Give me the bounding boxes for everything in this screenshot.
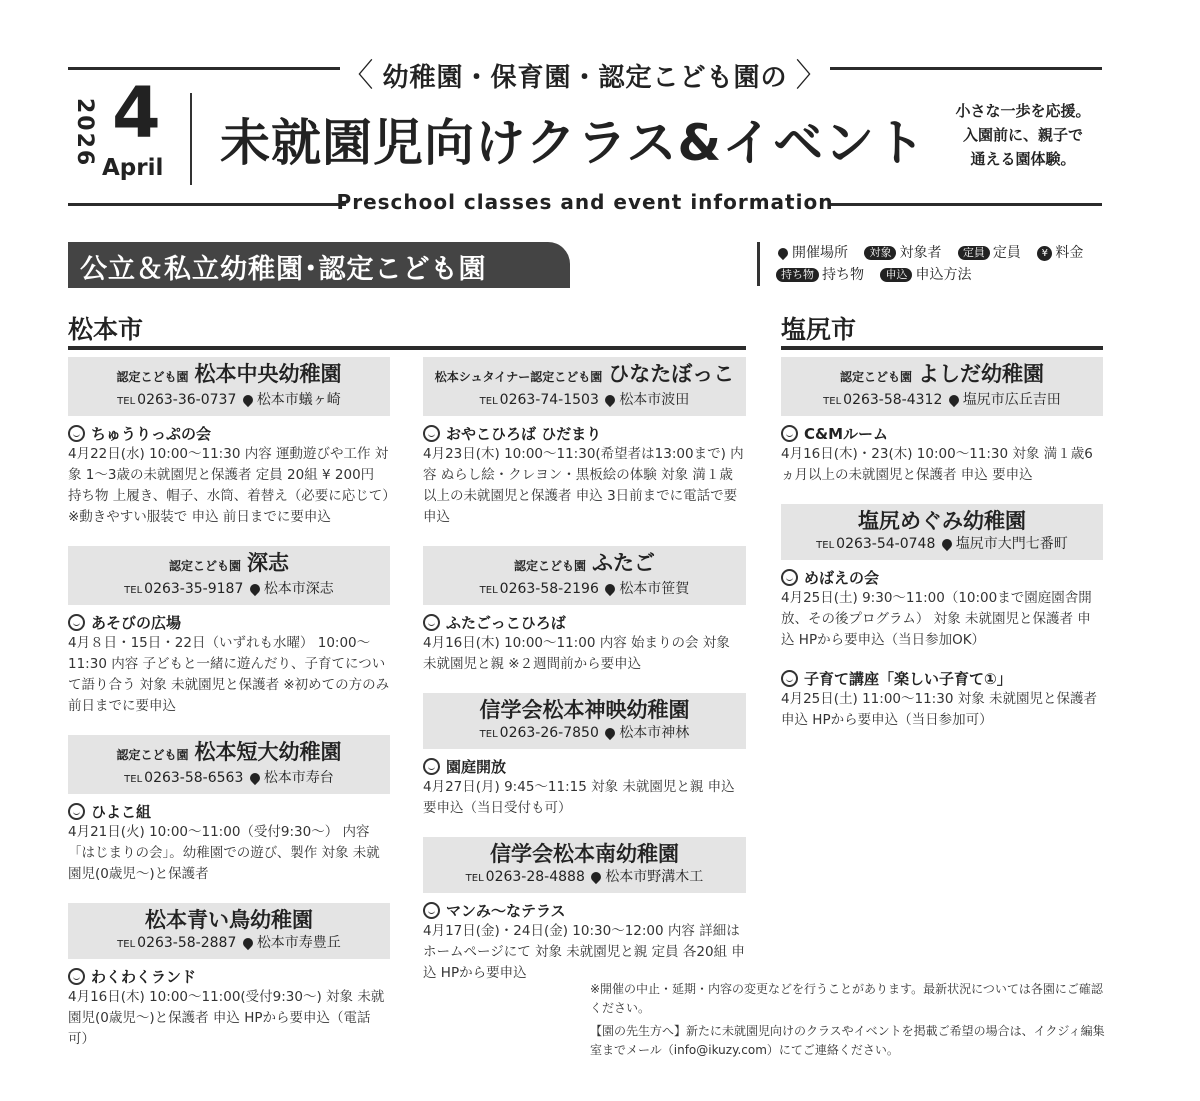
kindergarten-category: 認定こども園 [116,370,189,384]
issue-year: 2026 [72,98,97,168]
legend-target: 対象者 [899,245,942,261]
kindergarten-name-row [423,360,746,391]
kindergarten-address: 塩尻市大門七番町 [955,536,1068,552]
kindergarten-header [781,357,1103,416]
phone-label: TEL [479,396,498,407]
phone-label: TEL [816,540,835,551]
kindergarten-phone: 0263-58-6563 [144,770,244,786]
event-item [423,901,746,984]
kindergarten-phone: 0263-74-1503 [499,392,599,408]
event-details: 4月16日(木) 10:00〜11:00 内容 始まりの会 対象 未就園児と親 ※２週間前から要申込 [423,635,730,672]
legend-items: 持ち物 [822,267,864,283]
event-item [423,424,746,528]
kindergarten-name: ふたご [592,551,655,575]
event-item [68,967,390,1050]
kindergarten-name: よしだ幼稚園 [918,362,1044,386]
event-details: 4月22日(水) 10:00〜11:30 内容 運動遊びや工作 対象 1〜3歳の未就園児と保護者 定員 20組 ¥ 200円 持ち物 上履き、帽子、水筒、着替え（必要に応じて）※動きやすい服装で 申込 前日までに要申込 [68,446,390,525]
event-details: 4月16日(木)・23(木) 10:00〜11:30 対象 満１歳6ヵ月以上の未就園児と保護者 申込 要申込 [781,446,1093,483]
yen-icon: ¥ [1037,246,1052,261]
kindergarten-address: 塩尻市広丘吉田 [962,392,1061,408]
kindergarten-contact [781,535,1103,555]
header-divider [190,93,192,185]
kindergarten-name-row [68,738,390,769]
smiley-face-icon [781,425,798,442]
event-details: 4月23日(木) 10:00〜11:30(希望者は13:00まで) 内容 ぬらし絵・クレヨン・黒板絵の体験 対象 満１歳以上の未就園児と保護者 申込 3日前までに電話で要申込 [423,446,744,525]
phone-label: TEL [465,873,484,884]
smiley-face-icon [68,803,85,820]
city-heading-matsumoto: 松本市 [68,315,144,344]
kindergarten-category: 松本シュタイナー認定こども園 [434,370,603,384]
kindergarten-name: 松本短大幼稚園 [194,740,342,764]
event-title-row [781,568,1103,588]
city-rule-shiojiri [781,346,1103,350]
phone-label: TEL [117,939,136,950]
phone-label: TEL [823,396,842,407]
event-title: 園庭開放 [446,758,507,776]
kindergarten-name-row [68,549,390,580]
kindergarten-header [423,837,746,893]
legend-venue: 開催場所 [792,245,848,261]
smiley-face-icon [68,968,85,985]
kindergarten-contact [68,580,390,600]
location-pin-icon [940,537,954,551]
event-title-row [781,424,1103,444]
smiley-face-icon [68,425,85,442]
location-pin-icon [776,246,790,260]
footnotes [590,980,1105,1064]
location-pin-icon [248,582,262,596]
kindergarten-name-row [423,840,746,868]
kindergarten-header [423,693,746,749]
kindergarten-address: 松本市神林 [619,725,690,741]
event-details: 4月25日(土) 11:00〜11:30 対象 未就園児と保護者 申込 HPから要申込（当日参加可） [781,691,1097,728]
column-matsumoto-right [423,357,746,1002]
kindergarten-name-row [781,507,1103,535]
kindergarten-address: 松本市蟻ヶ崎 [256,392,341,408]
kindergarten-header [423,546,746,605]
kindergarten-category: 認定こども園 [116,748,189,762]
footnote: ※開催の中止・延期・内容の変更などを行うことがあります。最新状況については各園にご確認ください。 [590,982,1103,1015]
location-pin-icon [603,726,617,740]
smiley-face-icon [781,569,798,586]
location-pin-icon [947,393,961,407]
event-details: 4月17日(金)・24日(金) 10:30〜12:00 内容 詳細はホームページにて 対象 未就園児と親 定員 各20組 申込 HPから要申込 [423,923,745,981]
phone-label: TEL [124,585,143,596]
location-pin-icon [603,582,617,596]
kindergarten-address: 松本市寿豊丘 [256,935,341,951]
event-title-row [423,757,746,777]
smiley-face-icon [423,614,440,631]
supertitle [0,50,1170,96]
event-item [68,802,390,885]
legend-fee: 料金 [1055,245,1084,261]
kindergarten-name: 深志 [247,551,289,575]
event-title: ふたごっこひろば [446,614,566,632]
tagline-line: 通える園体験。 [970,150,1076,168]
phone-label: TEL [117,396,136,407]
kindergarten-name: 信学会松本南幼稚園 [490,842,679,866]
kindergarten-phone: 0263-36-0737 [137,392,237,408]
location-pin-icon [241,393,255,407]
event-item [423,613,746,675]
kindergarten-address: 松本市寿台 [263,770,334,786]
issue-month-name: April [102,155,164,181]
kindergarten-contact [423,868,746,888]
event-title-row [68,613,390,633]
kindergarten-address: 松本市深志 [263,581,334,597]
event-title: めばえの会 [804,569,880,587]
event-title: 子育て講座「楽しい子育て①」 [804,670,1012,688]
items-tag: 持ち物 [776,268,819,282]
kindergarten-phone: 0263-26-7850 [499,725,599,741]
kindergarten-contact [68,391,390,411]
smiley-face-icon [781,670,798,687]
smiley-face-icon [423,758,440,775]
event-title-row [423,901,746,921]
kindergarten-header [68,357,390,416]
city-rule-matsumoto [68,346,746,350]
event-title: マンみ〜なテラス [446,902,566,920]
event-details: 4月８日・15日・22日（いずれも水曜） 10:00〜11:30 内容 子どもと一緒に遊んだり、子育てについて語り合う 対象 未就園児と保護者 ※初めての方のみ前日までに要申込 [68,635,390,714]
event-title: おやこひろば ひだまり [446,425,602,443]
kindergarten-name-row [423,549,746,580]
kindergarten-header [68,735,390,794]
event-title-row [68,424,390,444]
column-matsumoto-left [68,357,390,1068]
chevron-right-icon: 〉 [795,56,829,94]
legend-capacity: 定員 [992,245,1021,261]
kindergarten-contact [68,769,390,789]
issue-month-number: 4 [112,72,161,154]
kindergarten-contact [68,934,390,954]
kindergarten-category: 認定こども園 [513,559,586,573]
kindergarten-phone: 0263-58-4312 [843,392,943,408]
tagline-line: 小さな一歩を応援。 [955,102,1091,120]
kindergarten-name: 松本青い鳥幼稚園 [145,908,313,932]
apply-tag: 申込 [880,268,912,282]
kindergarten-name: ひなたぼっこ [608,362,735,386]
event-item [781,669,1103,731]
kindergarten-phone: 0263-58-2887 [137,935,237,951]
kindergarten-address: 松本市笹賀 [619,581,690,597]
column-shiojiri [781,357,1103,749]
event-title-row [68,802,390,822]
event-item [781,568,1103,651]
smiley-face-icon [423,902,440,919]
kindergarten-phone: 0263-35-9187 [144,581,244,597]
kindergarten-name-row [68,906,390,934]
event-item [781,424,1103,486]
tagline-line: 入園前に、親子で [962,126,1083,144]
kindergarten-name: 塩尻めぐみ幼稚園 [858,509,1026,533]
kindergarten-contact [423,580,746,600]
footnote: 【園の先生方へ】新たに未就園児向けのクラスやイベントを掲載ご希望の場合は、イクジィ編集室までメール（info@ikuzy.com）にてご連絡ください。 [590,1024,1105,1057]
kindergarten-contact [781,391,1103,411]
event-title: ちゅうりっぷの会 [91,425,212,443]
event-item [68,424,390,528]
event-title-row [781,669,1103,689]
location-pin-icon [589,870,603,884]
event-title: C&Mルーム [804,425,889,443]
section-banner: 公立＆私立幼稚園･認定こども園 [68,242,570,288]
kindergarten-name-row [68,360,390,391]
kindergarten-header [781,504,1103,560]
page-title: 未就園児向けクラス&イベント [220,114,927,172]
kindergarten-address: 松本市波田 [619,392,690,408]
event-title: わくわくランド [91,968,197,986]
event-title-row [68,967,390,987]
phone-label: TEL [479,585,498,596]
legend-apply: 申込方法 [915,267,972,283]
capacity-tag: 定員 [958,246,990,260]
kindergarten-header [68,903,390,959]
kindergarten-phone: 0263-58-2196 [499,581,599,597]
kindergarten-name: 信学会松本神映幼稚園 [479,698,690,722]
event-title-row [423,613,746,633]
kindergarten-contact [423,391,746,411]
event-title-row [423,424,746,444]
event-details: 4月16日(木) 10:00〜11:00(受付9:30〜) 対象 未就園児(0歳児〜)と保護者 申込 HPから要申込（電話可） [68,989,385,1047]
event-details: 4月21日(火) 10:00〜11:00（受付9:30〜） 内容「はじまりの会」。幼稚園での遊び、製作 対象 未就園児(0歳児〜)と保護者 [68,824,380,882]
city-heading-shiojiri: 塩尻市 [781,315,857,344]
kindergarten-header [68,546,390,605]
event-item [68,613,390,717]
chevron-left-icon: 〈 [341,56,375,94]
location-pin-icon [603,393,617,407]
kindergarten-name-row [423,696,746,724]
smiley-face-icon [68,614,85,631]
supertitle-text: 幼稚園・保育園・認定こども園の [382,63,788,93]
target-tag: 対象 [864,246,896,260]
phone-label: TEL [479,729,498,740]
kindergarten-name: 松本中央幼稚園 [194,362,342,386]
kindergarten-phone: 0263-54-0748 [836,536,936,552]
location-pin-icon [248,771,262,785]
event-item [423,757,746,819]
kindergarten-name-row [781,360,1103,391]
event-details: 4月27日(月) 9:45〜11:15 対象 未就園児と親 申込 要申込（当日受付も可） [423,779,735,816]
phone-label: TEL [124,774,143,785]
event-title: ひよこ組 [91,803,152,821]
english-subtitle: Preschool classes and event information [336,190,834,214]
event-title: あそびの広場 [91,614,182,632]
smiley-face-icon [423,425,440,442]
kindergarten-header [423,357,746,416]
tagline [938,99,1108,171]
kindergarten-address: 松本市野溝木工 [605,869,704,885]
kindergarten-category: 認定こども園 [168,559,241,573]
location-pin-icon [241,936,255,950]
kindergarten-phone: 0263-28-4888 [485,869,585,885]
kindergarten-category: 認定こども園 [839,370,912,384]
event-details: 4月25日(土) 9:30〜11:00（10:00まで園庭園舎開放、その後プログラム） 対象 未就園児と保護者 申込 HPから要申込（当日参加OK） [781,590,1092,648]
kindergarten-contact [423,724,746,744]
legend [757,242,1095,286]
